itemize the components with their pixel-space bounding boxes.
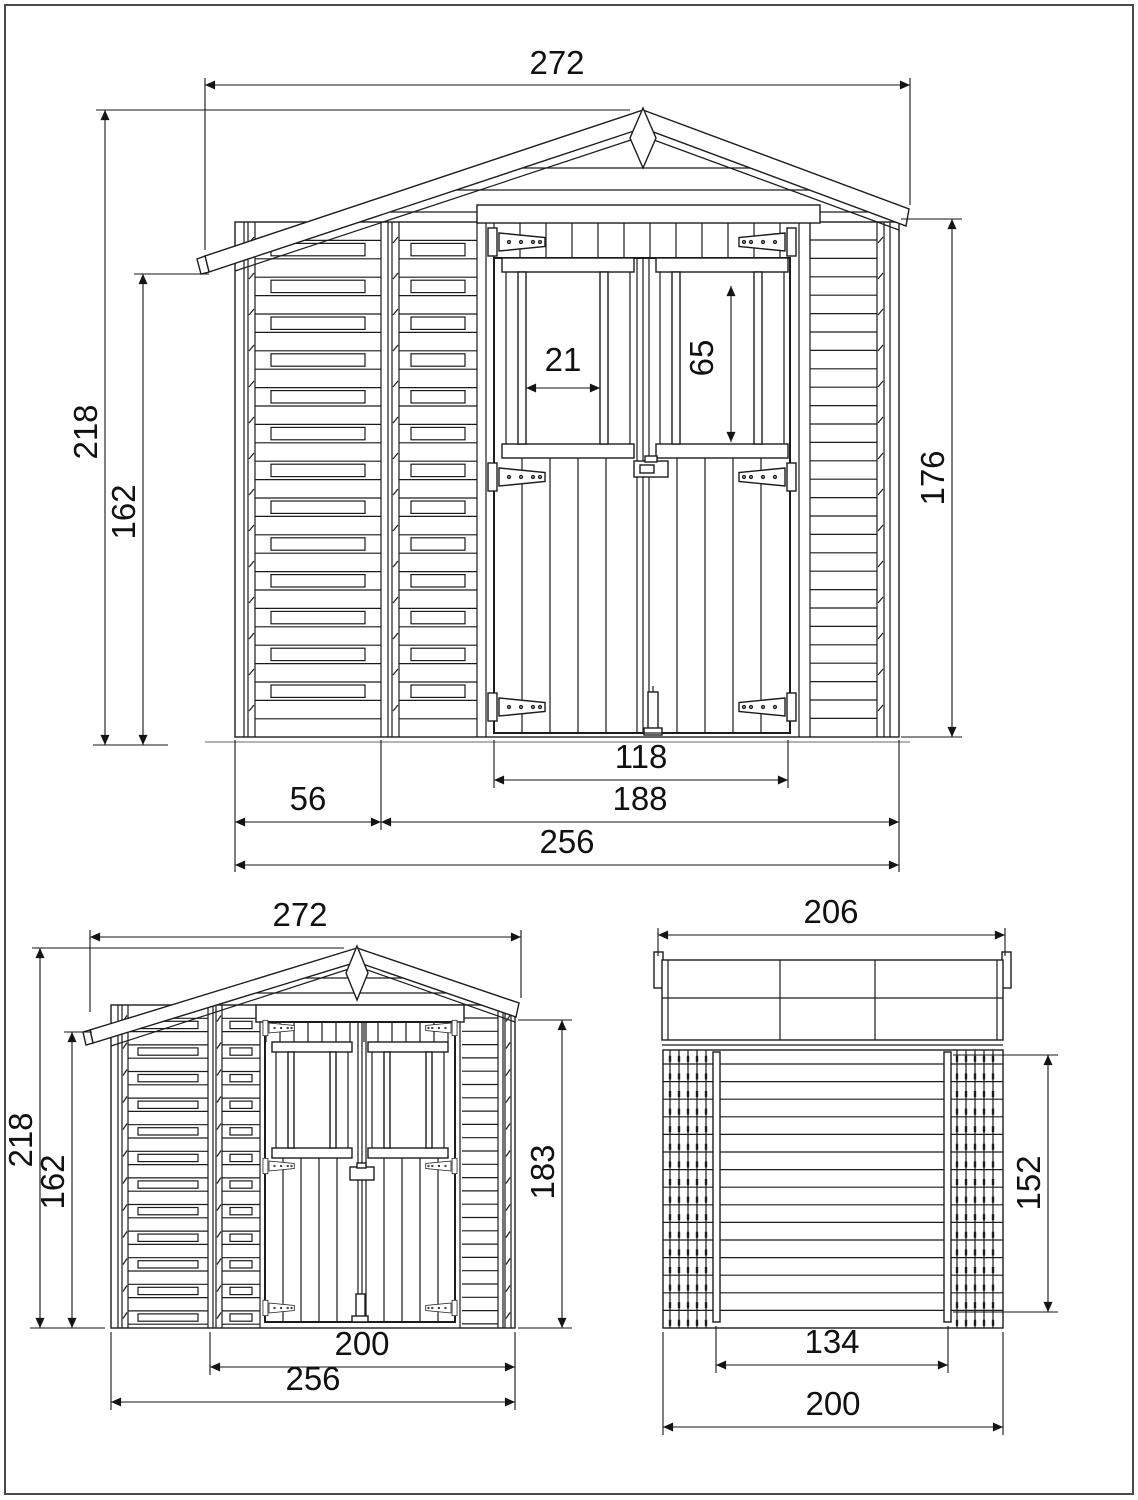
side-right-skid [944, 1052, 951, 1322]
side-left-skid [713, 1052, 720, 1322]
front-elevation-large [67, 44, 962, 872]
front-elevation-small [2, 896, 572, 1410]
dim-label-256: 256 [539, 823, 595, 860]
dim-label-218: 218 [67, 404, 104, 460]
dim-right-wall-height [901, 219, 962, 737]
small-dim-right-wall-height [518, 1020, 572, 1328]
side-dim-roof-depth [658, 893, 1005, 956]
dim-label-162-small: 162 [34, 1154, 71, 1210]
dim-label-162: 162 [105, 484, 142, 540]
dim-left-bay [235, 740, 381, 830]
dim-label-134: 134 [804, 1323, 860, 1360]
side-elevation [654, 893, 1058, 1435]
dim-label-256-small: 256 [285, 1360, 341, 1397]
small-door-header [256, 1005, 464, 1022]
dim-base-width [235, 740, 899, 872]
dim-label-56: 56 [289, 780, 327, 817]
dim-label-21: 21 [544, 341, 582, 378]
dim-label-118: 118 [614, 738, 668, 775]
side-dim-skid-spacing [716, 1323, 948, 1373]
dim-label-272-small: 272 [272, 896, 328, 933]
dim-main-bay [381, 780, 899, 822]
dim-label-65: 65 [683, 339, 720, 377]
dim-label-188: 188 [612, 780, 668, 817]
side-roof-band [654, 952, 1011, 1045]
dim-label-200-side: 200 [805, 1385, 861, 1422]
dim-label-206: 206 [803, 893, 859, 930]
dim-label-218-small: 218 [2, 1112, 39, 1168]
dim-label-272: 272 [529, 44, 585, 81]
dim-left-wall-height [105, 274, 209, 745]
dim-label-200-small: 200 [334, 1325, 390, 1362]
door-header-beam [477, 205, 820, 223]
small-dim-left-wall-height [34, 1032, 92, 1328]
dim-label-152: 152 [1010, 1155, 1047, 1211]
dim-label-183: 183 [524, 1144, 561, 1200]
dim-label-176: 176 [914, 450, 951, 506]
small-dim-door-bay [210, 1325, 515, 1410]
small-dim-base-width [111, 1332, 515, 1410]
